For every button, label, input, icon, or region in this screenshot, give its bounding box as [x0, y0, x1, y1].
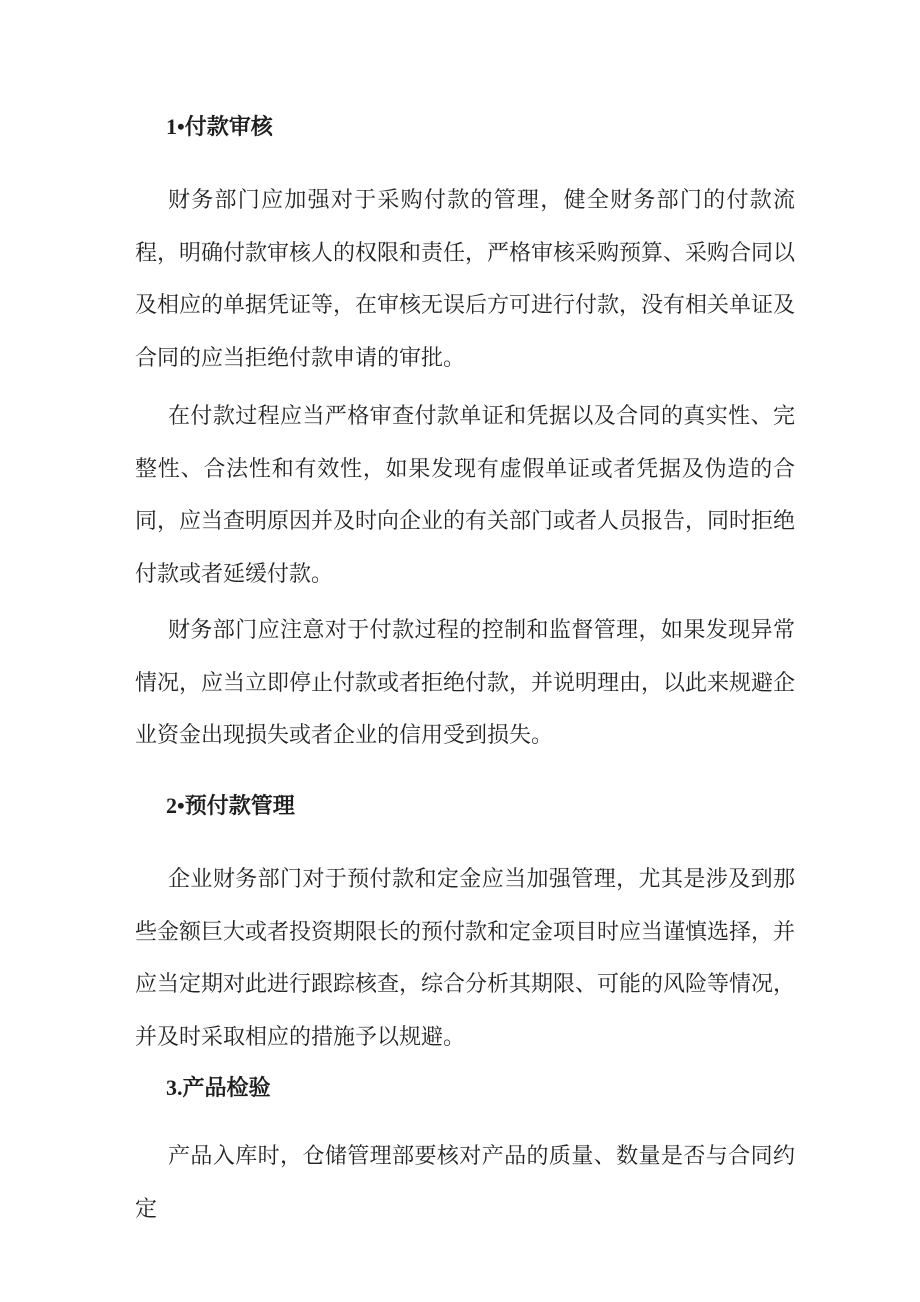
section-3-paragraph-1: 产品入库时，仓储管理部要核对产品的质量、数量是否与合同约定 [135, 1144, 795, 1222]
section-1-paragraph-3: 财务部门应注意对于付款过程的控制和监督管理，如果发现异常情况，应当立即停止付款或者拒绝付款，并说明理由，以此来规避企业资金出现损失或者企业的信用受到损失。 [135, 618, 796, 748]
section-3-number: 3. [166, 1075, 183, 1100]
section-2-paragraph-1: 企业财务部门对于预付款和定金应当加强管理，尤其是涉及到那些金额巨大或者投资期限长的预付款和定金项目时应当谨慎选择，并应当定期对此进行跟踪核查，综合分析其期限、可能的风险等情况，并及时采取相应的措施予以规避。 [135, 867, 796, 1050]
section-2-title: 预付款管理 [184, 794, 295, 819]
section-1-number: 1• [166, 114, 185, 139]
section-2-number: 2• [166, 793, 185, 818]
section-1-paragraph-1: 财务部门应加强对于采购付款的管理，健全财务部门的付款流程，明确付款审核人的权限和责任，严格审核采购预算、采购合同以及相应的单据凭证等，在审核无误后方可进行付款，没有相关单证及合同的应当拒绝付款申请的审批。 [135, 188, 796, 371]
section-1-paragraph-2: 在付款过程应当严格审查付款单证和凭据以及合同的真实性、完整性、合法性和有效性，如果发现有虚假单证或者凭据及伪造的合同，应当查明原因并及时向企业的有关部门或者人员报告，同时拒绝付款或者延缓付款。 [135, 404, 796, 587]
section-1-title: 付款审核 [184, 115, 273, 140]
section-2-heading [166, 791, 295, 822]
section-3-heading [166, 1073, 271, 1104]
section-1-heading [166, 112, 273, 143]
section-3-title: 产品检验 [182, 1076, 271, 1101]
